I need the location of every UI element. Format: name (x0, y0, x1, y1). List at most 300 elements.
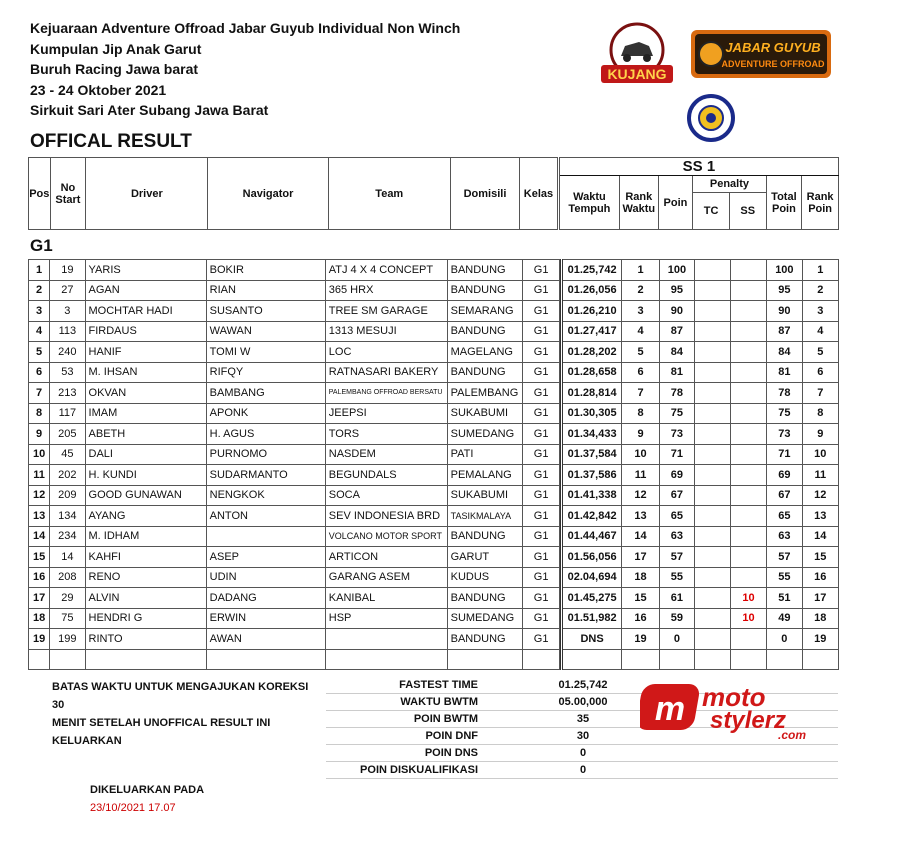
penalty-ss-cell (730, 280, 766, 301)
kelas-cell: G1 (522, 567, 559, 588)
stat-spacer (478, 762, 508, 779)
col-navigator: Navigator (208, 158, 328, 230)
team-cell: TREE SM GARAGE (325, 301, 447, 322)
kelas-cell: G1 (522, 526, 559, 547)
stat-row (326, 762, 838, 779)
pos-cell: 17 (29, 588, 50, 609)
kelas-cell: G1 (522, 588, 559, 609)
driver-cell: RENO (85, 567, 206, 588)
domisili-cell: SUMEDANG (447, 424, 522, 445)
poin-cell: 78 (660, 383, 694, 404)
col-rank-poin: Rank Poin (802, 176, 839, 230)
penalty-ss-cell (730, 444, 766, 465)
stat-value: 0 (508, 745, 658, 762)
penalty-tc-cell (694, 403, 730, 424)
driver-cell: YARIS (85, 260, 206, 281)
table-row (29, 321, 839, 342)
event-header (30, 18, 460, 121)
team-cell: RATNASARI BAKERY (325, 362, 447, 383)
navigator-cell: SUDARMANTO (206, 465, 325, 486)
rank-waktu-cell: 4 (621, 321, 659, 342)
rank-poin-cell: 14 (802, 526, 838, 547)
poin-cell: 90 (660, 301, 694, 322)
penalty-tc-cell (694, 280, 730, 301)
start-number-cell: 208 (50, 567, 85, 588)
stat-blank (658, 762, 838, 779)
total-poin-cell: 65 (767, 506, 802, 527)
navigator-cell: ERWIN (206, 608, 325, 629)
event-date: 23 - 24 Oktober 2021 (30, 81, 167, 98)
total-poin-cell: 78 (767, 383, 802, 404)
waktu-cell: 01.56,056 (562, 547, 622, 568)
team-cell: SEV INDONESIA BRD (325, 506, 447, 527)
start-number-cell: 75 (50, 608, 85, 629)
empty-cell (29, 649, 50, 670)
col-driver: Driver (86, 158, 208, 230)
empty-cell (522, 649, 559, 670)
pos-cell: 9 (29, 424, 50, 445)
penalty-tc-cell (694, 362, 730, 383)
penalty-ss-cell (730, 321, 766, 342)
driver-cell: HENDRI G (85, 608, 206, 629)
rank-waktu-cell: 16 (621, 608, 659, 629)
stat-spacer (478, 677, 508, 694)
empty-cell (621, 649, 659, 670)
team-cell: LOC (325, 342, 447, 363)
waktu-cell: 01.51,982 (562, 608, 622, 629)
pos-cell: 12 (29, 485, 50, 506)
empty-cell (50, 649, 85, 670)
start-number-cell: 113 (50, 321, 85, 342)
rank-poin-cell: 7 (802, 383, 838, 404)
team-cell: ARTICON (325, 547, 447, 568)
kelas-cell: G1 (522, 547, 559, 568)
penalty-ss-cell (730, 485, 766, 506)
empty-cell (325, 649, 447, 670)
stat-value: 0 (508, 762, 658, 779)
start-number-cell: 53 (50, 362, 85, 383)
col-team: Team (328, 158, 450, 230)
driver-cell: DALI (85, 444, 206, 465)
group-label: G1 (30, 236, 53, 255)
domisili-cell: BANDUNG (447, 362, 522, 383)
rank-poin-cell: 16 (802, 567, 838, 588)
rank-waktu-cell: 19 (621, 629, 659, 650)
stat-label: WAKTU BWTM (326, 694, 478, 711)
total-poin-cell: 81 (767, 362, 802, 383)
poin-cell: 84 (660, 342, 694, 363)
penalty-ss-cell (730, 260, 766, 281)
rank-waktu-cell: 5 (621, 342, 659, 363)
driver-cell: MOCHTAR HADI (85, 301, 206, 322)
navigator-cell: WAWAN (206, 321, 325, 342)
penalty-tc-cell (694, 465, 730, 486)
rank-waktu-cell: 7 (621, 383, 659, 404)
driver-cell: M. IHSAN (85, 362, 206, 383)
stat-spacer (478, 745, 508, 762)
start-number-cell: 202 (50, 465, 85, 486)
table-row (29, 280, 839, 301)
team-cell: VOLCANO MOTOR SPORT (325, 526, 447, 547)
table-row (29, 403, 839, 424)
waktu-cell: 01.25,742 (562, 260, 622, 281)
svg-text:ADVENTURE OFFROAD: ADVENTURE OFFROAD (721, 59, 825, 69)
poin-cell: 95 (660, 280, 694, 301)
rank-waktu-cell: 1 (621, 260, 659, 281)
penalty-tc-cell (694, 383, 730, 404)
kelas-cell: G1 (522, 301, 559, 322)
rank-poin-cell: 12 (802, 485, 838, 506)
navigator-cell: ASEP (206, 547, 325, 568)
navigator-cell: BOKIR (206, 260, 325, 281)
col-penalty-ss: SS (729, 193, 766, 230)
team-cell: BEGUNDALS (325, 465, 447, 486)
table-row (29, 588, 839, 609)
pos-cell: 16 (29, 567, 50, 588)
waktu-cell: 01.26,056 (562, 280, 622, 301)
rank-waktu-cell: 3 (621, 301, 659, 322)
penalty-ss-cell (730, 465, 766, 486)
poin-cell: 87 (660, 321, 694, 342)
penalty-tc-cell (694, 588, 730, 609)
table-row (29, 608, 839, 629)
team-cell: GARANG ASEM (325, 567, 447, 588)
rank-waktu-cell: 13 (621, 506, 659, 527)
driver-cell: ALVIN (85, 588, 206, 609)
rank-poin-cell: 11 (802, 465, 838, 486)
empty-cell (562, 649, 622, 670)
waktu-cell: 01.27,417 (562, 321, 622, 342)
kelas-cell: G1 (522, 383, 559, 404)
rank-waktu-cell: 10 (621, 444, 659, 465)
rank-poin-cell: 9 (802, 424, 838, 445)
penalty-ss-cell (730, 506, 766, 527)
domisili-cell: GARUT (447, 547, 522, 568)
poin-cell: 65 (660, 506, 694, 527)
team-cell: 365 HRX (325, 280, 447, 301)
domisili-cell: MAGELANG (447, 342, 522, 363)
event-venue: Sirkuit Sari Ater Subang Jawa Barat (30, 102, 269, 118)
driver-cell: AYANG (85, 506, 206, 527)
penalty-ss-cell (730, 424, 766, 445)
empty-cell (730, 649, 766, 670)
penalty-tc-cell (694, 608, 730, 629)
driver-cell: AGAN (85, 280, 206, 301)
empty-cell (447, 649, 522, 670)
waktu-cell: 01.44,467 (562, 526, 622, 547)
team-cell (325, 629, 447, 650)
rank-poin-cell: 8 (802, 403, 838, 424)
rank-waktu-cell: 18 (621, 567, 659, 588)
rank-waktu-cell: 11 (621, 465, 659, 486)
stat-blank (658, 745, 838, 762)
waktu-cell: 01.42,842 (562, 506, 622, 527)
waktu-cell: 01.28,658 (562, 362, 622, 383)
col-kelas: Kelas (520, 158, 558, 230)
table-row (29, 547, 839, 568)
col-pos: Pos (29, 158, 51, 230)
rank-waktu-cell: 12 (621, 485, 659, 506)
driver-cell: H. KUNDI (85, 465, 206, 486)
table-row (29, 506, 839, 527)
start-number-cell: 19 (50, 260, 85, 281)
table-row (29, 383, 839, 404)
col-total-poin: Total Poin (766, 176, 802, 230)
stat-label: POIN DISKUALIFIKASI (326, 762, 478, 779)
organizer-line: Kumpulan Jip Anak Garut (30, 40, 202, 57)
penalty-tc-cell (694, 260, 730, 281)
team-cell: PALEMBANG OFFROAD BERSATU (325, 383, 447, 404)
table-row (29, 301, 839, 322)
stat-label: POIN DNS (326, 745, 478, 762)
driver-cell: M. IDHAM (85, 526, 206, 547)
penalty-ss-cell (730, 526, 766, 547)
waktu-cell: 01.34,433 (562, 424, 622, 445)
domisili-cell: SUKABUMI (447, 403, 522, 424)
pos-cell: 5 (29, 342, 50, 363)
penalty-tc-cell (694, 424, 730, 445)
poin-cell: 0 (660, 629, 694, 650)
total-poin-cell: 84 (767, 342, 802, 363)
col-no-start: No Start (50, 158, 86, 230)
waktu-cell: 01.26,210 (562, 301, 622, 322)
rank-poin-cell: 13 (802, 506, 838, 527)
poin-cell: 67 (660, 485, 694, 506)
rank-waktu-cell: 15 (621, 588, 659, 609)
total-poin-cell: 49 (767, 608, 802, 629)
rank-waktu-cell: 2 (621, 280, 659, 301)
start-number-cell: 29 (50, 588, 85, 609)
results-header (28, 157, 839, 230)
poin-cell: 69 (660, 465, 694, 486)
col-penalty: Penalty (693, 176, 766, 193)
pos-cell: 2 (29, 280, 50, 301)
issued-date: 23/10/2021 17.07 (90, 802, 176, 814)
penalty-tc-cell (694, 444, 730, 465)
penalty-ss-cell (730, 629, 766, 650)
table-row (29, 260, 839, 281)
empty-cell (85, 649, 206, 670)
team-cell: ATJ 4 X 4 CONCEPT (325, 260, 447, 281)
stat-label: FASTEST TIME (326, 677, 478, 694)
penalty-ss-cell (730, 342, 766, 363)
penalty-ss-cell (730, 567, 766, 588)
rank-poin-cell: 3 (802, 301, 838, 322)
col-poin: Poin (658, 176, 693, 230)
pos-cell: 4 (29, 321, 50, 342)
poin-cell: 75 (660, 403, 694, 424)
issued-label: DIKELUARKAN PADA (90, 784, 205, 796)
poin-cell: 81 (660, 362, 694, 383)
kelas-cell: G1 (522, 444, 559, 465)
poin-cell: 71 (660, 444, 694, 465)
total-poin-cell: 87 (767, 321, 802, 342)
rank-waktu-cell: 9 (621, 424, 659, 445)
domisili-cell: BANDUNG (447, 280, 522, 301)
penalty-tc-cell (694, 506, 730, 527)
rank-poin-cell: 10 (802, 444, 838, 465)
penalty-ss-cell (730, 301, 766, 322)
domisili-cell: BANDUNG (447, 321, 522, 342)
col-waktu-tempuh: Waktu Tempuh (559, 176, 619, 230)
poin-cell: 100 (660, 260, 694, 281)
navigator-cell: DADANG (206, 588, 325, 609)
rank-poin-cell: 19 (802, 629, 838, 650)
table-row (29, 342, 839, 363)
driver-cell: OKVAN (85, 383, 206, 404)
empty-row (29, 649, 839, 670)
event-title: Kejuaraan Adventure Offroad Jabar Guyub Individual Non Winch (30, 20, 461, 36)
domisili-cell: PALEMBANG (447, 383, 522, 404)
waktu-cell: 01.37,586 (562, 465, 622, 486)
kelas-cell: G1 (522, 485, 559, 506)
table-row (29, 567, 839, 588)
rank-poin-cell: 1 (802, 260, 838, 281)
motostylerz-logo (640, 678, 825, 740)
start-number-cell: 199 (50, 629, 85, 650)
navigator-cell: TOMI W (206, 342, 325, 363)
navigator-cell: NENGKOK (206, 485, 325, 506)
start-number-cell: 27 (50, 280, 85, 301)
driver-cell: FIRDAUS (85, 321, 206, 342)
domisili-cell: SUMEDANG (447, 608, 522, 629)
stat-label: POIN DNF (326, 728, 478, 745)
waktu-cell: 02.04,694 (562, 567, 622, 588)
table-row (29, 362, 839, 383)
penalty-ss-cell (730, 362, 766, 383)
start-number-cell: 3 (50, 301, 85, 322)
co-organizer-line: Buruh Racing Jawa barat (30, 61, 199, 77)
waktu-cell: 01.28,202 (562, 342, 622, 363)
poin-cell: 55 (660, 567, 694, 588)
start-number-cell: 234 (50, 526, 85, 547)
poin-cell: 59 (660, 608, 694, 629)
table-row (29, 629, 839, 650)
start-number-cell: 117 (50, 403, 85, 424)
driver-cell: KAHFI (85, 547, 206, 568)
total-poin-cell: 67 (767, 485, 802, 506)
total-poin-cell: 95 (767, 280, 802, 301)
rank-poin-cell: 17 (802, 588, 838, 609)
domisili-cell: SUKABUMI (447, 485, 522, 506)
pos-cell: 3 (29, 301, 50, 322)
penalty-tc-cell (694, 485, 730, 506)
note-line: KELUARKAN (52, 735, 122, 747)
team-cell: JEEPSI (325, 403, 447, 424)
start-number-cell: 240 (50, 342, 85, 363)
stat-row (326, 745, 838, 762)
penalty-ss-cell (730, 383, 766, 404)
waktu-cell: 01.45,275 (562, 588, 622, 609)
penalty-tc-cell (694, 342, 730, 363)
pos-cell: 19 (29, 629, 50, 650)
penalty-tc-cell (694, 301, 730, 322)
stat-value: 05.00,000 (508, 694, 658, 711)
domisili-cell: PEMALANG (447, 465, 522, 486)
start-number-cell: 209 (50, 485, 85, 506)
rank-poin-cell: 15 (802, 547, 838, 568)
kelas-cell: G1 (522, 608, 559, 629)
waktu-cell: DNS (562, 629, 622, 650)
driver-cell: GOOD GUNAWAN (85, 485, 206, 506)
svg-text:KUJANG: KUJANG (607, 66, 667, 82)
rank-waktu-cell: 6 (621, 362, 659, 383)
table-row (29, 485, 839, 506)
rank-poin-cell: 18 (802, 608, 838, 629)
domisili-cell: SEMARANG (447, 301, 522, 322)
total-poin-cell: 90 (767, 301, 802, 322)
stat-spacer (478, 694, 508, 711)
penalty-tc-cell (694, 567, 730, 588)
pos-cell: 13 (29, 506, 50, 527)
empty-cell (767, 649, 802, 670)
team-cell: TORS (325, 424, 447, 445)
domisili-cell: TASIKMALAYA (447, 506, 522, 527)
domisili-cell: KUDUS (447, 567, 522, 588)
stat-label: POIN BWTM (326, 711, 478, 728)
svg-text:moto: moto (702, 682, 766, 712)
kujang-logo (601, 24, 673, 83)
navigator-cell: APONK (206, 403, 325, 424)
kelas-cell: G1 (522, 424, 559, 445)
start-number-cell: 213 (50, 383, 85, 404)
rank-poin-cell: 5 (802, 342, 838, 363)
team-cell: SOCA (325, 485, 447, 506)
penalty-ss-cell: 10 (730, 588, 766, 609)
svg-text:stylerz: stylerz (710, 707, 787, 734)
pos-cell: 6 (29, 362, 50, 383)
rank-poin-cell: 4 (802, 321, 838, 342)
col-domisili: Domisili (450, 158, 519, 230)
kelas-cell: G1 (522, 260, 559, 281)
team-cell: KANIBAL (325, 588, 447, 609)
penalty-tc-cell (694, 321, 730, 342)
total-poin-cell: 55 (767, 567, 802, 588)
total-poin-cell: 75 (767, 403, 802, 424)
kelas-cell: G1 (522, 342, 559, 363)
rank-waktu-cell: 14 (621, 526, 659, 547)
buruh-racing-logo (689, 96, 733, 140)
empty-cell (660, 649, 694, 670)
pos-cell: 10 (29, 444, 50, 465)
rank-poin-cell: 6 (802, 362, 838, 383)
note-line: BATAS WAKTU UNTUK MENGAJUKAN KOREKSI 30 (52, 681, 309, 711)
stat-value: 01.25,742 (508, 677, 658, 694)
penalty-ss-cell (730, 547, 766, 568)
navigator-cell: SUSANTO (206, 301, 325, 322)
kelas-cell: G1 (522, 321, 559, 342)
svg-text:.com: .com (778, 728, 807, 740)
waktu-cell: 01.37,584 (562, 444, 622, 465)
poin-cell: 63 (660, 526, 694, 547)
stat-spacer (478, 728, 508, 745)
domisili-cell: PATI (447, 444, 522, 465)
pos-cell: 7 (29, 383, 50, 404)
pos-cell: 11 (29, 465, 50, 486)
waktu-cell: 01.41,338 (562, 485, 622, 506)
correction-note (52, 678, 322, 750)
navigator-cell: ANTON (206, 506, 325, 527)
waktu-cell: 01.28,814 (562, 383, 622, 404)
table-row (29, 444, 839, 465)
total-poin-cell: 100 (767, 260, 802, 281)
pos-cell: 15 (29, 547, 50, 568)
navigator-cell: RIAN (206, 280, 325, 301)
total-poin-cell: 51 (767, 588, 802, 609)
start-number-cell: 14 (50, 547, 85, 568)
domisili-cell: BANDUNG (447, 260, 522, 281)
note-line: MENIT SETELAH UNOFFICAL RESULT INI (52, 717, 271, 729)
